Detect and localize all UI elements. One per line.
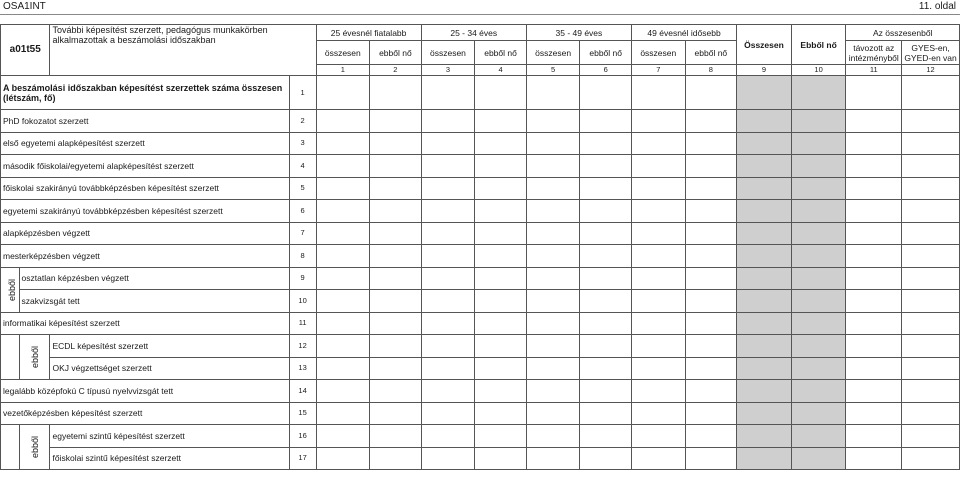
data-cell[interactable] <box>631 290 685 313</box>
data-cell[interactable] <box>526 425 580 448</box>
grand-total-header: Összesen <box>737 25 792 65</box>
data-cell[interactable] <box>846 132 902 155</box>
data-cell[interactable] <box>846 177 902 200</box>
row-number: 2 <box>289 110 316 133</box>
data-cell[interactable] <box>526 245 580 268</box>
data-cell[interactable] <box>631 267 685 290</box>
row-label: első egyetemi alapképesítést szerzett <box>1 132 290 155</box>
data-cell <box>737 132 792 155</box>
age-group-1: 25 évesnél fiatalabb <box>316 25 421 41</box>
data-cell[interactable] <box>475 177 527 200</box>
data-cell[interactable] <box>631 76 685 110</box>
data-cell[interactable] <box>846 447 902 470</box>
row-label: alapképzésben végzett <box>1 222 290 245</box>
data-cell[interactable] <box>580 357 632 380</box>
data-cell[interactable] <box>421 380 475 403</box>
data-cell[interactable] <box>580 380 632 403</box>
data-cell[interactable] <box>475 155 527 178</box>
column-number: 1 <box>316 65 370 76</box>
data-cell <box>791 425 846 448</box>
data-cell[interactable] <box>475 312 527 335</box>
data-cell[interactable] <box>526 132 580 155</box>
data-cell[interactable] <box>316 380 370 403</box>
column-number: 8 <box>685 65 737 76</box>
sub-total-2: összesen <box>421 41 475 65</box>
table-code: a01t55 <box>1 25 50 76</box>
data-cell[interactable] <box>580 110 632 133</box>
page-number: 11. oldal <box>918 1 956 12</box>
data-cell <box>737 177 792 200</box>
data-cell <box>791 447 846 470</box>
data-cell[interactable] <box>316 200 370 223</box>
row-number: 1 <box>289 76 316 110</box>
data-cell[interactable] <box>580 267 632 290</box>
data-cell <box>791 155 846 178</box>
table-row <box>1 245 960 268</box>
data-cell[interactable] <box>580 177 632 200</box>
table-row <box>1 335 960 358</box>
row-number: 10 <box>289 290 316 313</box>
data-cell[interactable] <box>846 155 902 178</box>
row-number: 8 <box>289 245 316 268</box>
sub-female-1: ebből nő <box>370 41 422 65</box>
data-cell[interactable] <box>631 402 685 425</box>
data-cell[interactable] <box>631 222 685 245</box>
data-cell[interactable] <box>526 357 580 380</box>
data-cell <box>791 335 846 358</box>
spacer-cell <box>1 425 20 470</box>
data-cell[interactable] <box>316 425 370 448</box>
data-table <box>0 24 960 470</box>
table-title: További képesítést szerzett, pedagógus munkakörben alkalmazottak a beszámolási időszakban <box>50 25 316 76</box>
table-row <box>1 222 960 245</box>
data-cell[interactable] <box>580 222 632 245</box>
data-cell[interactable] <box>526 177 580 200</box>
data-cell[interactable] <box>421 357 475 380</box>
data-cell <box>737 222 792 245</box>
data-cell[interactable] <box>421 245 475 268</box>
data-cell[interactable] <box>526 222 580 245</box>
data-cell[interactable] <box>421 177 475 200</box>
data-cell[interactable] <box>580 132 632 155</box>
data-cell[interactable] <box>580 155 632 178</box>
sub-total-1: összesen <box>316 41 370 65</box>
data-cell[interactable] <box>370 110 422 133</box>
data-cell[interactable] <box>631 335 685 358</box>
data-cell[interactable] <box>526 380 580 403</box>
data-cell <box>791 312 846 335</box>
column-number: 12 <box>902 65 960 76</box>
data-cell[interactable] <box>475 110 527 133</box>
data-cell[interactable] <box>580 402 632 425</box>
data-cell[interactable] <box>685 335 737 358</box>
data-cell[interactable] <box>902 402 960 425</box>
data-cell[interactable] <box>526 155 580 178</box>
data-cell[interactable] <box>631 110 685 133</box>
form-code: OSA1INT <box>3 1 46 12</box>
data-cell[interactable] <box>526 447 580 470</box>
data-cell[interactable] <box>526 76 580 110</box>
data-cell <box>791 76 846 110</box>
age-group-4: 49 évesnél idősebb <box>631 25 736 41</box>
data-cell[interactable] <box>846 335 902 358</box>
data-cell[interactable] <box>370 177 422 200</box>
row-label: mesterképzésben végzett <box>1 245 290 268</box>
data-cell[interactable] <box>421 200 475 223</box>
data-cell <box>737 357 792 380</box>
data-cell[interactable] <box>846 76 902 110</box>
ebbol-side-label: ebből <box>1 267 20 312</box>
data-cell[interactable] <box>316 290 370 313</box>
column-number: 9 <box>737 65 792 76</box>
data-cell[interactable] <box>316 402 370 425</box>
data-cell <box>791 290 846 313</box>
data-cell[interactable] <box>370 155 422 178</box>
data-cell <box>737 245 792 268</box>
data-cell[interactable] <box>631 447 685 470</box>
data-cell[interactable] <box>526 267 580 290</box>
data-cell[interactable] <box>370 76 422 110</box>
data-cell <box>737 335 792 358</box>
data-cell[interactable] <box>370 245 422 268</box>
data-cell[interactable] <box>421 312 475 335</box>
data-cell[interactable] <box>580 290 632 313</box>
data-cell[interactable] <box>685 402 737 425</box>
table-row <box>1 402 960 425</box>
data-cell[interactable] <box>685 312 737 335</box>
data-cell[interactable] <box>316 155 370 178</box>
table-row <box>1 155 960 178</box>
data-cell[interactable] <box>685 267 737 290</box>
ebbol-side-label: ebből <box>19 425 50 470</box>
data-cell[interactable] <box>902 177 960 200</box>
data-cell[interactable] <box>685 155 737 178</box>
column-number: 6 <box>580 65 632 76</box>
table-row <box>1 132 960 155</box>
data-cell[interactable] <box>846 425 902 448</box>
data-cell <box>791 200 846 223</box>
data-cell[interactable] <box>631 357 685 380</box>
row-number: 4 <box>289 155 316 178</box>
row-label: főiskolai szintű képesítést szerzett <box>50 447 289 470</box>
row-label: OKJ végzettséget szerzett <box>50 357 289 380</box>
data-cell[interactable] <box>370 222 422 245</box>
data-cell[interactable] <box>902 76 960 110</box>
data-cell[interactable] <box>631 200 685 223</box>
row-label: vezetőképzésben képesítést szerzett <box>1 402 290 425</box>
data-cell[interactable] <box>475 290 527 313</box>
data-cell[interactable] <box>526 110 580 133</box>
data-cell[interactable] <box>846 222 902 245</box>
data-cell[interactable] <box>316 132 370 155</box>
data-cell[interactable] <box>370 402 422 425</box>
data-cell[interactable] <box>902 447 960 470</box>
column-number: 5 <box>526 65 580 76</box>
ebbol-side-label: ebből <box>19 335 50 380</box>
table-row <box>1 177 960 200</box>
table-row <box>1 357 960 380</box>
data-cell[interactable] <box>370 312 422 335</box>
row-number: 9 <box>289 267 316 290</box>
row-number: 16 <box>289 425 316 448</box>
data-cell[interactable] <box>526 290 580 313</box>
data-cell[interactable] <box>580 335 632 358</box>
data-cell <box>791 245 846 268</box>
data-cell[interactable] <box>421 425 475 448</box>
data-cell[interactable] <box>685 357 737 380</box>
row-label: legalább középfokú C típusú nyelvvizsgát tett <box>1 380 290 403</box>
data-cell[interactable] <box>421 267 475 290</box>
data-cell[interactable] <box>846 267 902 290</box>
data-cell[interactable] <box>370 447 422 470</box>
data-cell[interactable] <box>902 290 960 313</box>
data-cell[interactable] <box>631 155 685 178</box>
data-cell[interactable] <box>421 447 475 470</box>
data-cell[interactable] <box>421 402 475 425</box>
row-number: 12 <box>289 335 316 358</box>
column-number: 3 <box>421 65 475 76</box>
row-number: 11 <box>289 312 316 335</box>
table-row <box>1 267 960 290</box>
data-cell[interactable] <box>475 380 527 403</box>
data-cell[interactable] <box>370 267 422 290</box>
data-cell <box>737 290 792 313</box>
table-row <box>1 312 960 335</box>
column-number: 2 <box>370 65 422 76</box>
data-cell[interactable] <box>475 335 527 358</box>
data-cell[interactable] <box>846 380 902 403</box>
of-total-header: Az összesenből <box>846 25 960 41</box>
data-cell[interactable] <box>580 312 632 335</box>
data-cell[interactable] <box>631 132 685 155</box>
data-cell[interactable] <box>316 312 370 335</box>
data-cell[interactable] <box>685 290 737 313</box>
data-cell[interactable] <box>526 402 580 425</box>
data-cell[interactable] <box>902 335 960 358</box>
data-cell[interactable] <box>316 267 370 290</box>
data-cell <box>737 110 792 133</box>
data-cell[interactable] <box>421 335 475 358</box>
sub-female-2: ebből nő <box>475 41 527 65</box>
data-cell[interactable] <box>631 380 685 403</box>
row-number: 15 <box>289 402 316 425</box>
data-cell[interactable] <box>902 132 960 155</box>
data-cell[interactable] <box>370 425 422 448</box>
data-cell[interactable] <box>631 425 685 448</box>
data-cell[interactable] <box>685 200 737 223</box>
data-cell[interactable] <box>370 335 422 358</box>
data-cell[interactable] <box>846 110 902 133</box>
age-group-2: 25 - 34 éves <box>421 25 526 41</box>
column-number: 4 <box>475 65 527 76</box>
data-cell[interactable] <box>846 200 902 223</box>
data-cell[interactable] <box>370 290 422 313</box>
data-cell <box>737 76 792 110</box>
data-cell <box>737 380 792 403</box>
data-cell[interactable] <box>580 76 632 110</box>
row-label: informatikai képesítést szerzett <box>1 312 290 335</box>
data-cell <box>737 402 792 425</box>
sub-total-3: összesen <box>526 41 580 65</box>
data-cell[interactable] <box>902 110 960 133</box>
data-cell <box>791 177 846 200</box>
data-cell[interactable] <box>370 357 422 380</box>
data-cell[interactable] <box>421 110 475 133</box>
data-cell[interactable] <box>685 222 737 245</box>
left-institution-header: távozott az intézményből <box>846 41 902 65</box>
data-cell <box>737 267 792 290</box>
data-cell[interactable] <box>902 267 960 290</box>
data-cell[interactable] <box>316 335 370 358</box>
data-cell[interactable] <box>902 425 960 448</box>
data-cell[interactable] <box>580 447 632 470</box>
data-cell[interactable] <box>316 76 370 110</box>
row-label: főiskolai szakirányú továbbképzésben képesítést szerzett <box>1 177 290 200</box>
row-label: egyetemi szintű képesítést szerzett <box>50 425 289 448</box>
data-cell[interactable] <box>631 312 685 335</box>
data-cell[interactable] <box>631 245 685 268</box>
row-label: második főiskolai/egyetemi alapképesítést szerzett <box>1 155 290 178</box>
sub-female-4: ebből nő <box>685 41 737 65</box>
data-cell[interactable] <box>370 132 422 155</box>
data-cell[interactable] <box>475 357 527 380</box>
data-cell[interactable] <box>846 290 902 313</box>
data-cell[interactable] <box>316 245 370 268</box>
column-number: 11 <box>846 65 902 76</box>
data-cell[interactable] <box>846 357 902 380</box>
table-row <box>1 380 960 403</box>
detail-rows <box>1 110 960 470</box>
data-cell <box>791 222 846 245</box>
data-cell[interactable] <box>316 357 370 380</box>
data-cell[interactable] <box>902 357 960 380</box>
data-cell[interactable] <box>580 200 632 223</box>
data-cell[interactable] <box>580 425 632 448</box>
data-cell[interactable] <box>685 380 737 403</box>
age-group-3: 35 - 49 éves <box>526 25 631 41</box>
data-cell[interactable] <box>316 222 370 245</box>
sub-total-4: összesen <box>631 41 685 65</box>
data-cell[interactable] <box>421 222 475 245</box>
row-number: 5 <box>289 177 316 200</box>
data-cell[interactable] <box>846 312 902 335</box>
data-cell[interactable] <box>475 447 527 470</box>
data-cell <box>737 425 792 448</box>
data-cell[interactable] <box>631 177 685 200</box>
data-cell[interactable] <box>685 177 737 200</box>
table-row <box>1 425 960 448</box>
row-number: 3 <box>289 132 316 155</box>
data-cell[interactable] <box>316 110 370 133</box>
data-cell[interactable] <box>526 335 580 358</box>
data-cell[interactable] <box>902 245 960 268</box>
data-cell[interactable] <box>475 402 527 425</box>
data-cell[interactable] <box>685 76 737 110</box>
table-row <box>1 110 960 133</box>
data-cell[interactable] <box>475 245 527 268</box>
row-label: osztatlan képzésben végzett <box>19 267 289 290</box>
data-cell <box>737 312 792 335</box>
row-number: 6 <box>289 200 316 223</box>
data-cell <box>737 200 792 223</box>
row-number: 13 <box>289 357 316 380</box>
data-cell[interactable] <box>421 290 475 313</box>
summary-row-label: A beszámolási időszakban képesítést szerzettek száma összesen (létszám, fő) <box>1 76 290 110</box>
data-cell[interactable] <box>421 155 475 178</box>
data-cell[interactable] <box>685 425 737 448</box>
row-label: PhD fokozatot szerzett <box>1 110 290 133</box>
gyes-header: GYES-en, GYED-en van <box>902 41 960 65</box>
spacer-cell <box>1 335 20 380</box>
data-cell[interactable] <box>846 245 902 268</box>
data-cell[interactable] <box>902 155 960 178</box>
grand-female-header: Ebből nő <box>791 25 846 65</box>
data-cell[interactable] <box>902 312 960 335</box>
data-cell[interactable] <box>370 200 422 223</box>
data-cell[interactable] <box>475 200 527 223</box>
data-cell <box>737 447 792 470</box>
data-cell[interactable] <box>685 447 737 470</box>
data-cell <box>791 380 846 403</box>
data-cell[interactable] <box>580 245 632 268</box>
row-number: 14 <box>289 380 316 403</box>
column-number: 7 <box>631 65 685 76</box>
data-cell[interactable] <box>421 132 475 155</box>
sub-female-3: ebből nő <box>580 41 632 65</box>
data-cell[interactable] <box>902 222 960 245</box>
data-cell[interactable] <box>846 402 902 425</box>
data-cell[interactable] <box>421 76 475 110</box>
data-cell[interactable] <box>902 200 960 223</box>
table-row <box>1 200 960 223</box>
row-number: 17 <box>289 447 316 470</box>
page-header-bar <box>0 0 960 15</box>
row-label: egyetemi szakirányú továbbképzésben képesítést szerzett <box>1 200 290 223</box>
data-cell[interactable] <box>316 447 370 470</box>
data-cell[interactable] <box>370 380 422 403</box>
data-cell[interactable] <box>475 132 527 155</box>
row-label: ECDL képesítést szerzett <box>50 335 289 358</box>
table-row <box>1 290 960 313</box>
table-row <box>1 447 960 470</box>
data-cell <box>791 357 846 380</box>
data-cell <box>791 267 846 290</box>
row-number: 7 <box>289 222 316 245</box>
row-label: szakvizsgát tett <box>19 290 289 313</box>
data-cell <box>791 110 846 133</box>
data-cell[interactable] <box>685 245 737 268</box>
data-cell[interactable] <box>526 200 580 223</box>
data-cell[interactable] <box>526 312 580 335</box>
data-cell[interactable] <box>475 425 527 448</box>
data-cell[interactable] <box>316 177 370 200</box>
data-cell <box>737 155 792 178</box>
data-cell[interactable] <box>902 380 960 403</box>
data-cell <box>791 132 846 155</box>
data-cell <box>791 402 846 425</box>
data-cell[interactable] <box>475 76 527 110</box>
data-cell[interactable] <box>685 132 737 155</box>
column-number: 10 <box>791 65 846 76</box>
data-cell[interactable] <box>685 110 737 133</box>
data-cell[interactable] <box>475 267 527 290</box>
data-cell[interactable] <box>475 222 527 245</box>
